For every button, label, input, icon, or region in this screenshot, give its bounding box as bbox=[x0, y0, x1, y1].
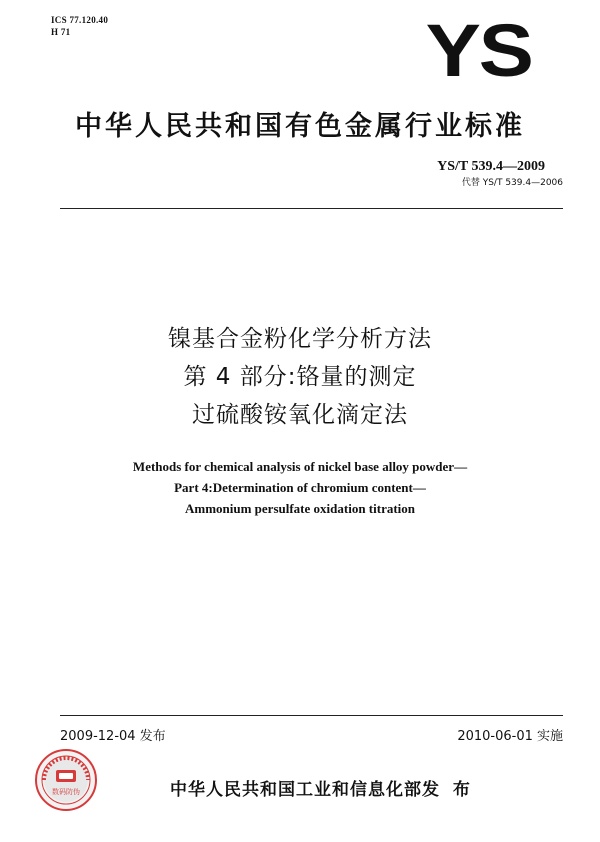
title-cn-line-3: 过硫酸铵氧化滴定法 bbox=[192, 402, 408, 428]
title-en-line-1: Methods for chemical analysis of nickel base alloy powder— bbox=[132, 459, 468, 474]
title-en bbox=[0, 456, 600, 519]
ics-code: ICS 77.120.40 bbox=[51, 15, 109, 25]
top-divider bbox=[60, 208, 563, 209]
classification-codes bbox=[51, 14, 108, 38]
issue-date: 2009-12-04 发布 bbox=[60, 729, 166, 744]
anti-counterfeit-seal-icon bbox=[34, 748, 98, 812]
title-en-line-2: Part 4:Determination of chromium content— bbox=[174, 480, 426, 495]
title-cn-line-2: 第 4 部分:铬量的测定 bbox=[183, 364, 417, 390]
bottom-divider bbox=[60, 715, 563, 716]
seal-label: 数码防伪 bbox=[52, 788, 80, 796]
title-en-line-3: Ammonium persulfate oxidation titration bbox=[184, 501, 416, 516]
standard-number: YS/T 539.4—2009 bbox=[437, 159, 545, 174]
org-title: 中华人民共和国有色金属行业标准 bbox=[75, 111, 525, 142]
implementation-date: 2010-06-01 实施 bbox=[457, 729, 563, 744]
title-cn-line-1: 镍基合金粉化学分析方法 bbox=[168, 326, 432, 352]
standard-replaces: 代替 YS/T 539.4—2006 bbox=[461, 178, 563, 188]
publisher-name: 中华人民共和国工业和信息化部 bbox=[170, 780, 422, 800]
classification-code: H 71 bbox=[51, 27, 71, 37]
publish-label: 发 布 bbox=[422, 780, 474, 800]
ys-logo: YS bbox=[425, 9, 532, 92]
